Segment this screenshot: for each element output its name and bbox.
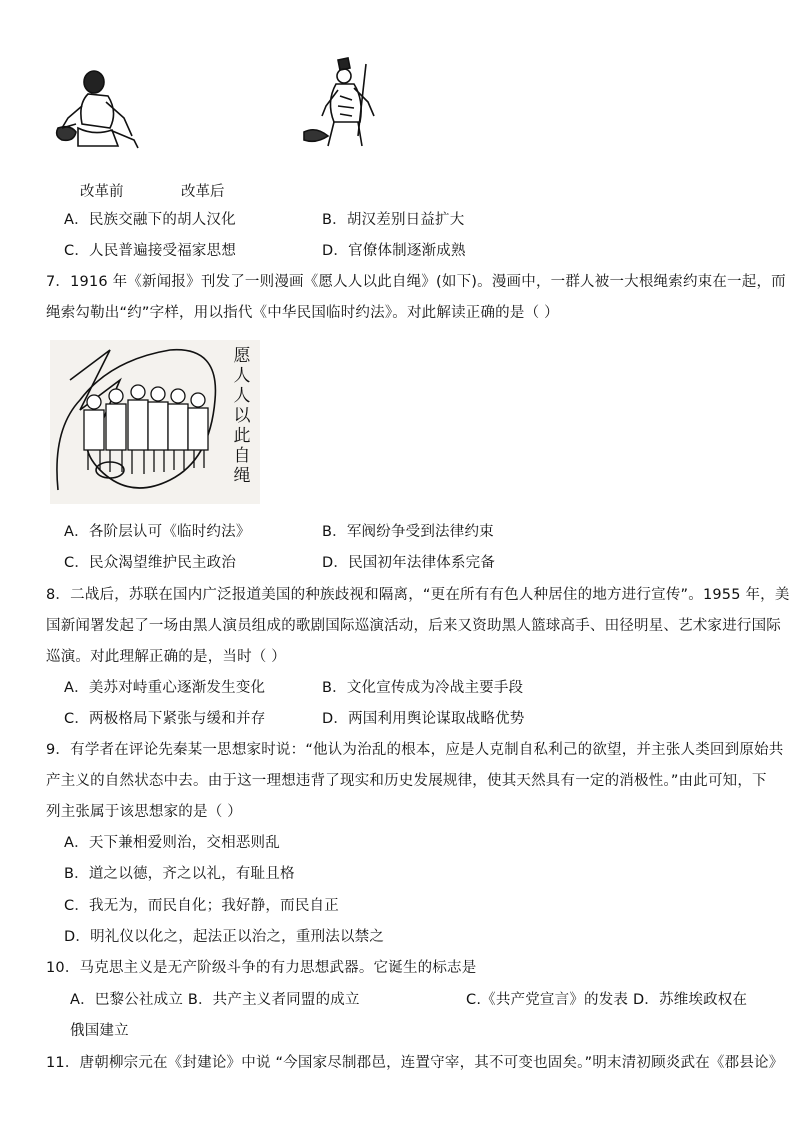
caption-after-reform: 改革后 bbox=[181, 184, 225, 200]
illustration-after-reform bbox=[300, 56, 390, 152]
q9-option-c: C．我无为，而民自化；我好静，而民自正 bbox=[64, 898, 339, 914]
q7-option-d: D．民国初年法律体系完备 bbox=[322, 555, 496, 571]
q10-options-cd: C.《共产党宣言》的发表 D．苏维埃政权在 bbox=[466, 992, 748, 1008]
q10-option-d-continued: 俄国建立 bbox=[70, 1023, 129, 1039]
q6-option-a: A．民族交融下的胡人汉化 bbox=[64, 212, 236, 228]
q6-option-b: B．胡汉差别日益扩大 bbox=[322, 212, 465, 228]
caption-before-reform: 改革前 bbox=[80, 184, 124, 200]
q8-option-c: C．两极格局下紧张与缓和并存 bbox=[64, 711, 266, 727]
q7-option-a: A．各阶层认可《临时约法》 bbox=[64, 524, 251, 540]
q8-stem-line1: 8．二战后，苏联在国内广泛报道美国的种族歧视和隔离，“更在所有有色人种居住的地方进行宣传”。1955 年，美 bbox=[46, 587, 790, 603]
q8-stem-line3: 巡演。对此理解正确的是，当时（ ） bbox=[46, 649, 287, 665]
q8-option-a: A．美苏对峙重心逐渐发生变化 bbox=[64, 680, 266, 696]
q9-option-d: D．明礼仪以化之，起法正以治之，重刑法以禁之 bbox=[64, 929, 385, 945]
q7-stem-line1: 7．1916 年《新闻报》刊发了一则漫画《愿人人以此自绳》(如下)。漫画中，一群人被一大根绳索约束在一起，而 bbox=[46, 274, 786, 290]
cartoon-image bbox=[50, 340, 260, 504]
cartoon-caption: 愿 人 人 以 此 自 绳 bbox=[233, 346, 251, 486]
q8-stem-line2: 国新闻署发起了一场由黑人演员组成的歌剧国际巡演活动，后来又资助黑人篮球高手、田径明星、艺术家进行国际 bbox=[46, 618, 781, 634]
q10-stem: 10．马克思主义是无产阶级斗争的有力思想武器。它诞生的标志是 bbox=[46, 960, 477, 976]
q6-option-d: D．官僚体制逐渐成熟 bbox=[322, 243, 466, 259]
q7-option-b: B．军阀纷争受到法律约束 bbox=[322, 524, 494, 540]
q9-option-a: A．天下兼相爱则治，交相恶则乱 bbox=[64, 835, 280, 851]
q8-option-d: D．两国利用舆论谋取战略优势 bbox=[322, 711, 525, 727]
q9-stem-line1: 9．有学者在评论先秦某一思想家时说：“他认为治乱的根本，应是人克制自私利己的欲望，并主张人类回到原始共 bbox=[46, 742, 784, 758]
q10-options-ab: A．巴黎公社成立 B．共产主义者同盟的成立 bbox=[70, 992, 360, 1008]
q9-option-b: B．道之以德，齐之以礼，有耻且格 bbox=[64, 866, 295, 882]
illustration-before-reform bbox=[48, 66, 148, 154]
q8-option-b: B．文化宣传成为冷战主要手段 bbox=[322, 680, 524, 696]
q7-option-c: C．民众渴望维护民主政治 bbox=[64, 555, 237, 571]
q9-stem-line2: 产主义的自然状态中去。由于这一理想违背了现实和历史发展规律，使其天然具有一定的消极性。”由此可知，下 bbox=[46, 773, 767, 789]
q11-stem-line1: 11．唐朝柳宗元在《封建论》中说 “今国家尽制郡邑，连置守宰，其不可变也固矣。”明末清初顾炎武在《郡县论》 bbox=[46, 1055, 784, 1071]
q6-option-c: C．人民普遍接受福家思想 bbox=[64, 243, 237, 259]
q9-stem-line3: 列主张属于该思想家的是（ ） bbox=[46, 804, 242, 820]
q7-stem-line2: 绳索勾勒出“约”字样，用以指代《中华民国临时约法》。对此解读正确的是（ ） bbox=[46, 305, 559, 321]
